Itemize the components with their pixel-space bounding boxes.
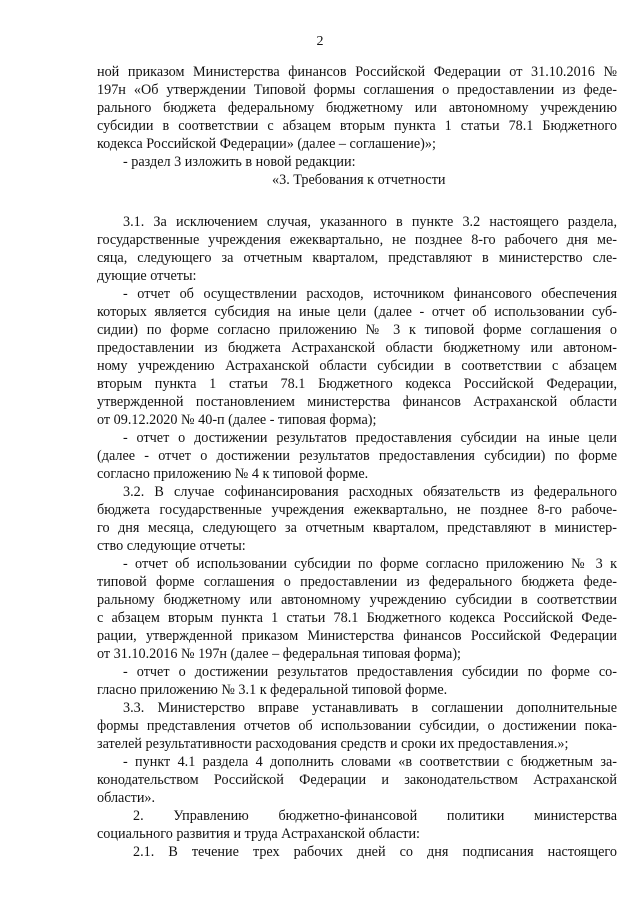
text-line: - отчет о достижении результатов предоставления субсидии на иные цели bbox=[123, 430, 617, 446]
text-line: гласно приложению № 3.1 к федеральной типовой форме. bbox=[97, 682, 448, 698]
text-line: вторым пункта 1 статьи 78.1 Бюджетного кодекса Российской Федерации, bbox=[97, 376, 617, 392]
text-line: го дня месяца, следующего за отчетным кварталом, представляют в министер- bbox=[97, 520, 617, 536]
text-line: с абзацем вторым пункта 1 статьи 78.1 Бюджетного кодекса Российской Феде- bbox=[97, 610, 617, 626]
paragraph-gap bbox=[97, 189, 617, 213]
text-line: - отчет об осуществлении расходов, источником финансового обеспечения bbox=[123, 286, 617, 302]
text-line: - отчет об использовании субсидии по форме согласно приложению № 3 к bbox=[123, 556, 617, 572]
text-line: 2.1. В течение трех рабочих дней со дня подписания настоящего bbox=[133, 844, 617, 860]
text-line: 2. Управлению бюджетно-финансовой политики министерства bbox=[133, 808, 617, 824]
text-line: социального развития и труда Астраханской области: bbox=[97, 826, 420, 842]
text-line: ной приказом Министерства финансов Российской Федерации от 31.10.2016 № bbox=[97, 64, 617, 80]
text-line: предоставлении из бюджета Астраханской области бюджетному или автоном- bbox=[97, 340, 617, 356]
text-line: субсидии в соответствии с абзацем вторым пункта 1 статьи 78.1 Бюджетного bbox=[97, 118, 617, 134]
text-line: дующие отчеты: bbox=[97, 268, 197, 284]
text-line: утвержденной постановлением министерства финансов Астраханской области bbox=[97, 394, 617, 410]
text-line: - отчет о достижении результатов предоставления субсидии по форме со- bbox=[123, 664, 617, 680]
text-line: «3. Требования к отчетности bbox=[272, 172, 446, 188]
text-line: рального бюджета федеральному бюджетному или автономному учреждению bbox=[97, 100, 617, 116]
text-line: бюджета государственные учреждения ежеквартально, не позднее 8-го рабоче- bbox=[97, 502, 617, 518]
text-line: 3.3. Министерство вправе устанавливать в соглашении дополнительные bbox=[123, 700, 617, 716]
text-line: ному учреждению Астраханской области субсидии в соответствии с абзацем bbox=[97, 358, 617, 374]
text-line: типовой форме соглашения о предоставлении из федерального бюджета феде- bbox=[97, 574, 617, 590]
text-line: - раздел 3 изложить в новой редакции: bbox=[123, 154, 356, 170]
text-line: сидии) по форме согласно приложению № 3 к типовой форме соглашения о bbox=[97, 322, 617, 338]
text-line: 3.1. За исключением случая, указанного в пункте 3.2 настоящего раздела, bbox=[123, 214, 617, 230]
text-line: 197н «Об утверждении Типовой формы соглашения о предоставлении из феде- bbox=[97, 82, 617, 98]
text-line: от 09.12.2020 № 40-п (далее - типовая форма); bbox=[97, 412, 377, 428]
text-line: кодекса Российской Федерации» (далее – соглашение)»; bbox=[97, 136, 436, 152]
text-line: ральному бюджетному или автономному учреждению субсидии в соответствии bbox=[97, 592, 617, 608]
text-line: - пункт 4.1 раздела 4 дополнить словами «в соответствии с бюджетным за- bbox=[123, 754, 617, 770]
page-number: 2 bbox=[316, 34, 324, 49]
text-line: (далее - отчет о достижении результатов предоставления субсидии) по форме bbox=[97, 448, 617, 464]
text-line: государственные учреждения ежеквартально, не позднее 8-го рабочего дня ме- bbox=[97, 232, 617, 248]
text-line: ство следующие отчеты: bbox=[97, 538, 246, 554]
text-line: области». bbox=[97, 790, 156, 806]
text-line: которых является субсидия на иные цели (далее - отчет об использовании суб- bbox=[97, 304, 617, 320]
text-line: рации, утвержденной приказом Министерства финансов Российской Федерации bbox=[97, 628, 617, 644]
document-body bbox=[97, 63, 617, 861]
text-line: сяца, следующего за отчетным кварталом, представляют в министерство сле- bbox=[97, 250, 617, 266]
text-line: от 31.10.2016 № 197н (далее – федеральная типовая форма); bbox=[97, 646, 461, 662]
text-line: 3.2. В случае софинансирования расходных обязательств из федерального bbox=[123, 484, 617, 500]
text-line: формы представления отчетов об использовании субсидии, о достижении пока- bbox=[97, 718, 617, 734]
text-line: согласно приложению № 4 к типовой форме. bbox=[97, 466, 369, 482]
text-line: зателей результативности расходования средств и сроки их предоставления.»; bbox=[97, 736, 569, 752]
text-line: конодательством Российской Федерации и законодательством Астраханской bbox=[97, 772, 617, 788]
